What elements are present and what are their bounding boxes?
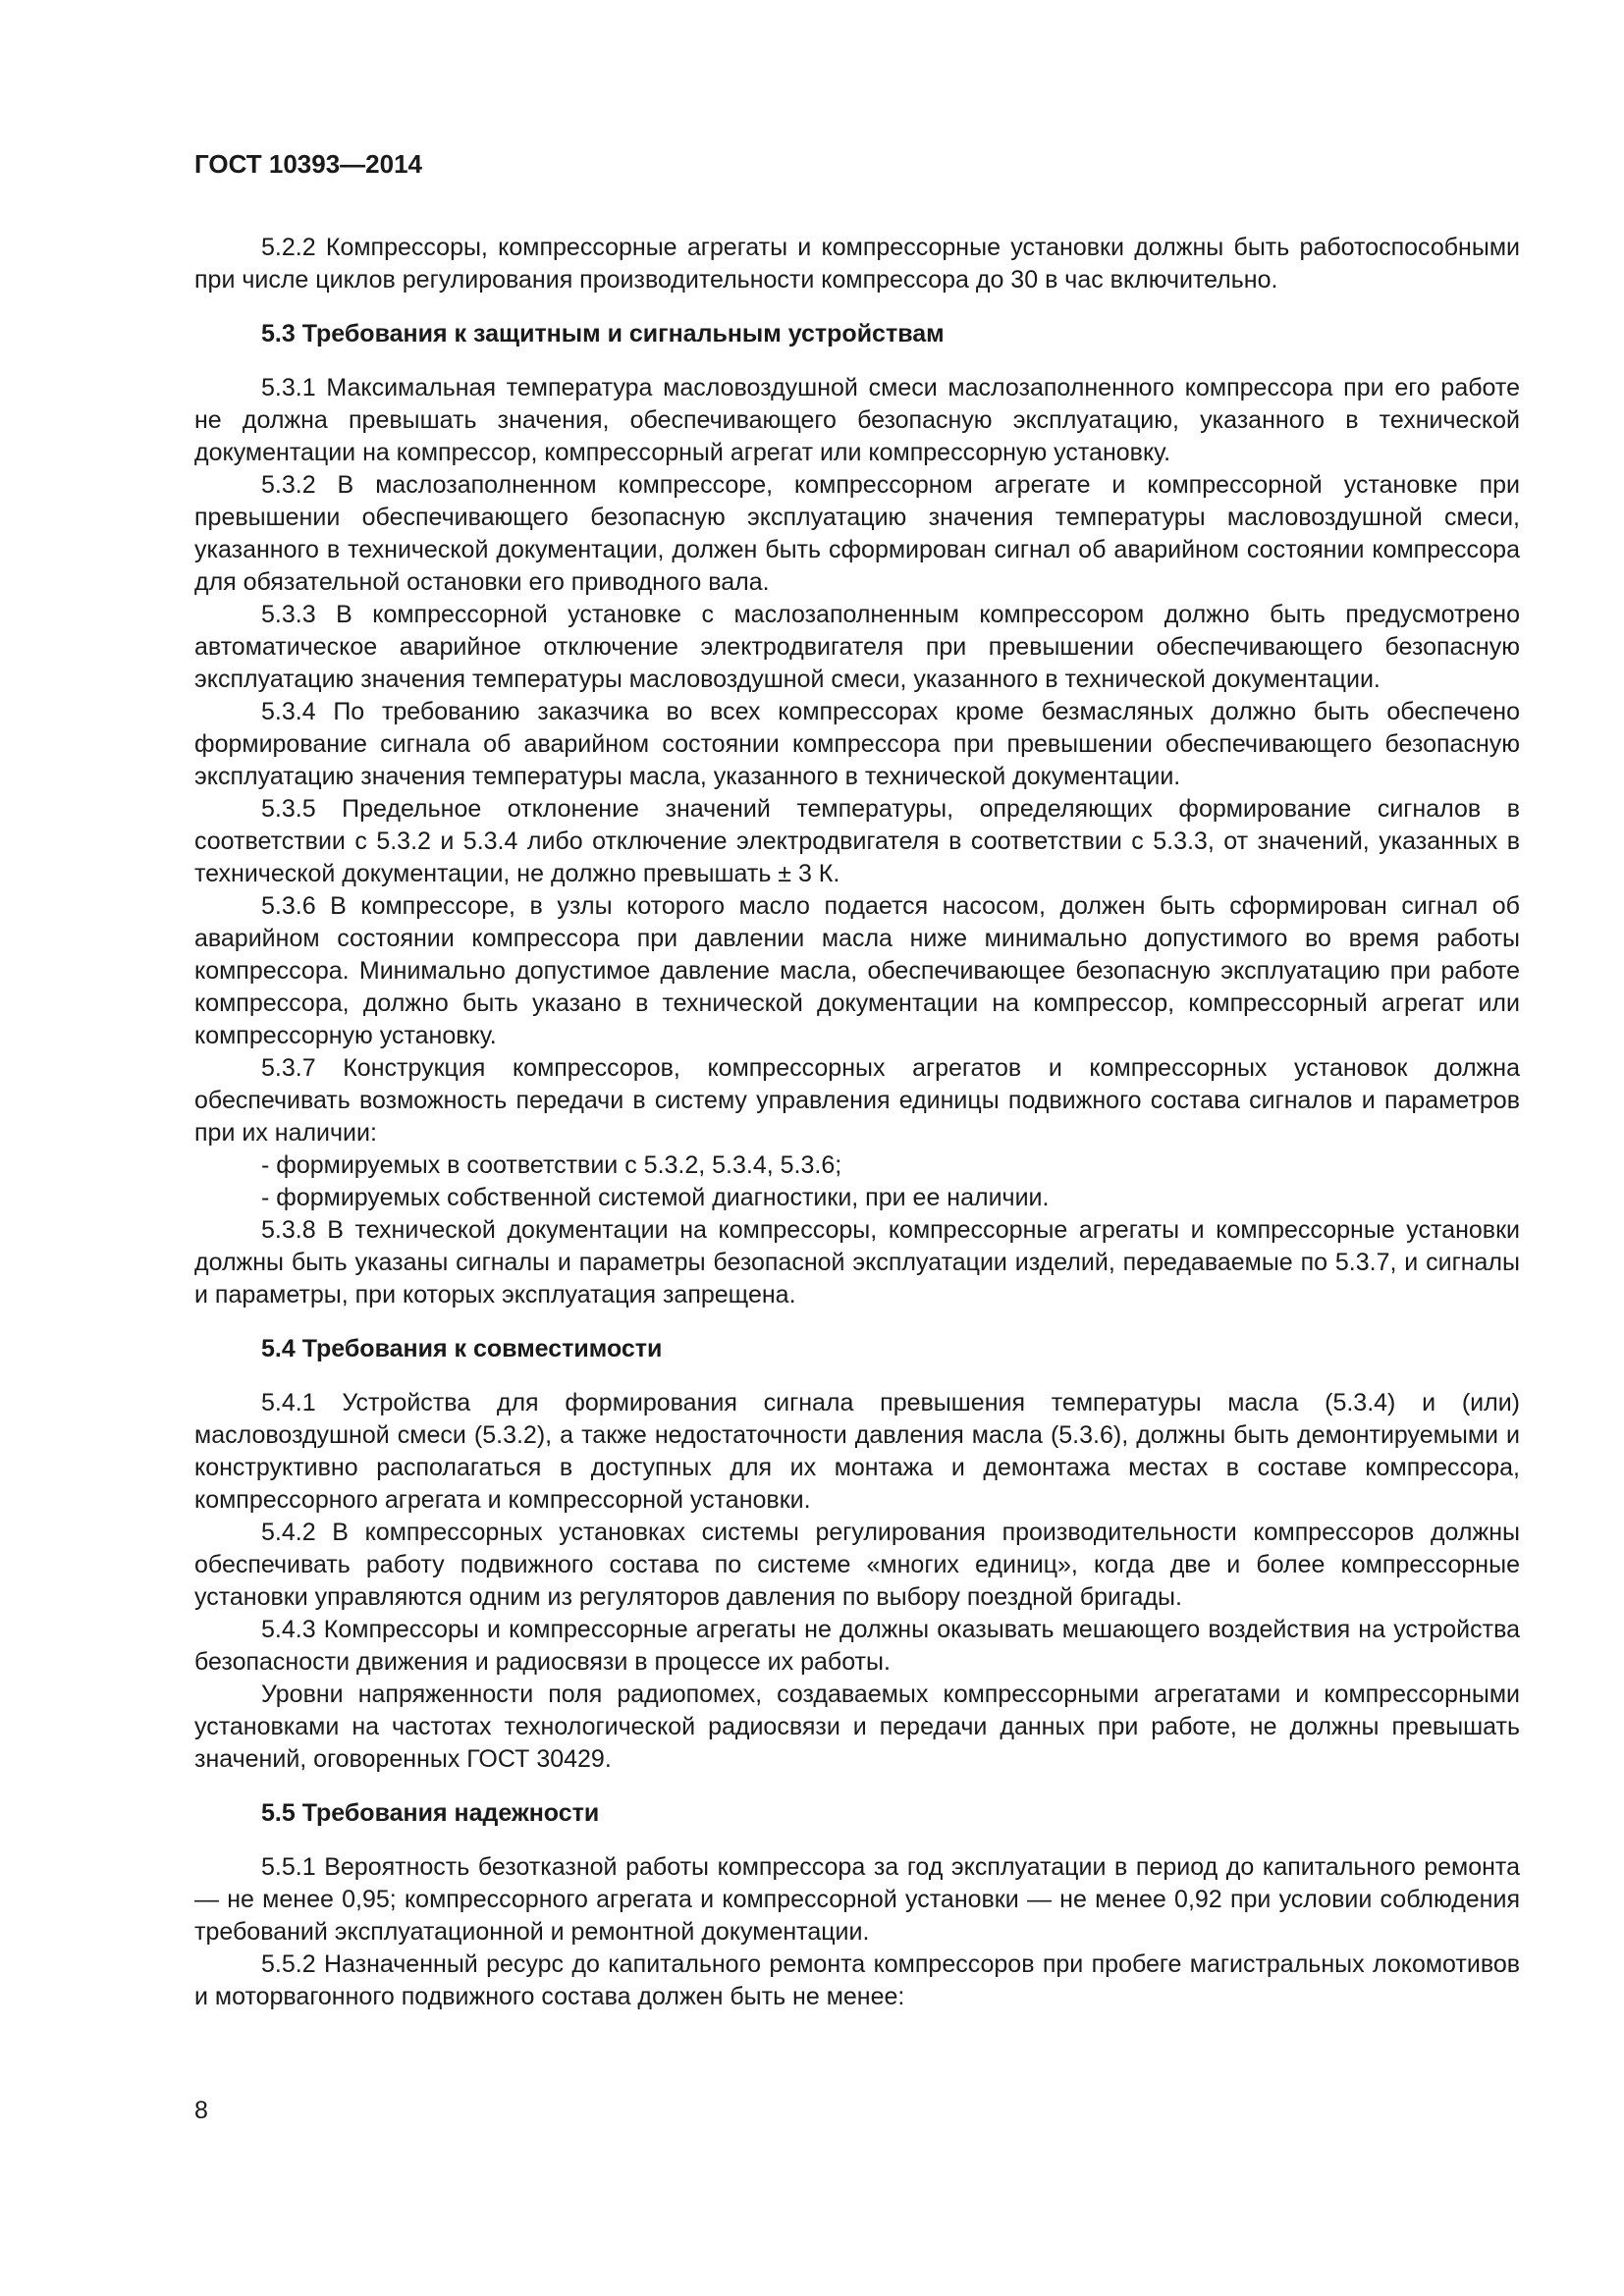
- paragraph-5-2-2: 5.2.2 Компрессоры, компрессорные агрегаты и компрессорные установки должны быть работоспособными при числе циклов регулирования производительности компрессора до 30 в час включительно.: [194, 234, 1520, 294]
- section-heading-5-3: 5.3 Требования к защитным и сигнальным устройствам: [261, 320, 945, 347]
- document-code: ГОСТ 10393—2014: [194, 149, 422, 179]
- paragraph-5-3-6: 5.3.6 В компрессоре, в узлы которого масло подается насосом, должен быть сформирован сигнал об аварийном состоянии компрессора при давлении масла ниже минимально допустимого во время работы компрессора. Минимально допустимое давление масла, обеспечивающее безопасную эксплуатацию при работе компрессора, должно быть указано в технической документации на компрессор, компрессорный агрегат или компрессорную установку.: [194, 892, 1520, 1049]
- paragraph-5-3-2: 5.3.2 В маслозаполненном компрессоре, компрессорном агрегате и компрессорной установке при превышении обеспечивающего безопасную эксплуатацию значения температуры масловоздушной смеси, указанного в технической документации, должен быть сформирован сигнал об аварийном состоянии компрессора для обязательной остановки его приводного вала.: [194, 471, 1520, 596]
- paragraph-5-4-3-continued: Уровни напряженности поля радиопомех, создаваемых компрессорными агрегатами и компрессорными установками на частотах технологической радиосвязи и передачи данных при работе, не должны превышать значений, оговоренных ГОСТ 30429.: [194, 1681, 1520, 1773]
- paragraph-5-4-2: 5.4.2 В компрессорных установках системы регулирования производительности компрессоров должны обеспечивать работу подвижного состава по системе «многих единиц», когда две и более компрессорные установки управляются одним из регуляторов давления по выбору поездной бригады.: [194, 1519, 1520, 1611]
- list-item: - формируемых в соответствии с 5.3.2, 5.3.4, 5.3.6;: [261, 1151, 842, 1179]
- section-heading-5-5: 5.5 Требования надежности: [261, 1799, 600, 1827]
- paragraph-5-4-1: 5.4.1 Устройства для формирования сигнала превышения температуры масла (5.3.4) и (или) масловоздушной смеси (5.3.2), а также недостаточности давления масла (5.3.6), должны быть демонтируемыми и конструктивно располагаться в доступных для их монтажа и демонтажа местах в составе компрессора, компрессорного агрегата и компрессорной установки.: [194, 1389, 1520, 1514]
- paragraph-5-3-1: 5.3.1 Максимальная температура масловоздушной смеси маслозаполненного компрессора при его работе не должна превышать значения, обеспечивающего безопасную эксплуатацию, указанного в технической документации на компрессор, компрессорный агрегат или компрессорную установку.: [194, 374, 1520, 466]
- paragraph-5-3-7: 5.3.7 Конструкция компрессоров, компрессорных агрегатов и компрессорных установок должна обеспечивать возможность передачи в систему управления единицы подвижного состава сигналов и параметров при их наличии:: [194, 1054, 1520, 1147]
- paragraph-5-3-8: 5.3.8 В технической документации на компрессоры, компрессорные агрегаты и компрессорные установки должны быть указаны сигналы и параметры безопасной эксплуатации изделий, передаваемые по 5.3.7, и сигналы и параметры, при которых эксплуатация запрещена.: [194, 1216, 1520, 1308]
- paragraph-5-4-3: 5.4.3 Компрессоры и компрессорные агрегаты не должны оказывать мешающего воздействия на устройства безопасности движения и радиосвязи в процессе их работы.: [194, 1616, 1520, 1676]
- paragraph-5-3-4: 5.3.4 По требованию заказчика во всех компрессорах кроме безмасляных должно быть обеспечено формирование сигнала об аварийном состоянии компрессора при превышении обеспечивающего безопасную эксплуатацию значения температуры масла, указанного в технической документации.: [194, 698, 1520, 790]
- list-item: - формируемых собственной системой диагностики, при ее наличии.: [261, 1184, 1050, 1211]
- page-number: 8: [194, 2097, 208, 2124]
- section-heading-5-4: 5.4 Требования к совместимости: [261, 1335, 663, 1362]
- paragraph-5-5-2: 5.5.2 Назначенный ресурс до капитального ремонта компрессоров при пробеге магистральных локомотивов и моторвагонного подвижного состава должен быть не менее:: [194, 1950, 1520, 2010]
- paragraph-5-3-3: 5.3.3 В компрессорной установке с маслозаполненным компрессором должно быть предусмотрено автоматическое аварийное отключение электродвигателя при превышении обеспечивающего безопасную эксплуатацию значения температуры масловоздушной смеси, указанного в технической документации.: [194, 601, 1520, 693]
- document-page: [194, 147, 1520, 2013]
- paragraph-5-5-1: 5.5.1 Вероятность безотказной работы компрессора за год эксплуатации в период до капитального ремонта — не менее 0,95; компрессорного агрегата и компрессорной установки — не менее 0,92 при условии соблюдения требований эксплуатационной и ремонтной документации.: [194, 1853, 1520, 1946]
- paragraph-5-3-5: 5.3.5 Предельное отклонение значений температуры, определяющих формирование сигналов в соответствии с 5.3.2 и 5.3.4 либо отключение электродвигателя в соответствии с 5.3.3, от значений, указанных в технической документации, не должно превышать ± 3 К.: [194, 795, 1520, 887]
